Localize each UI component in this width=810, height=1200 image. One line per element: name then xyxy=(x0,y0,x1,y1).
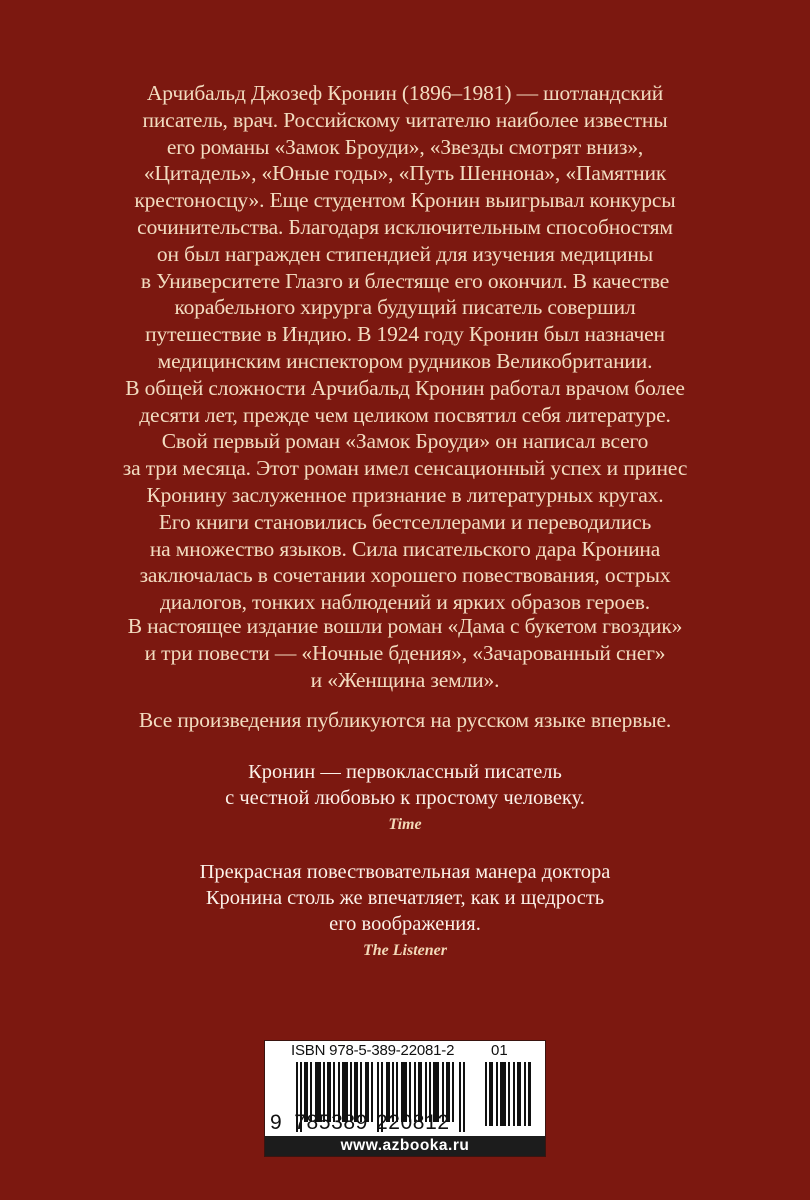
bio-line: в Университете Глазго и блестяще его окончил. В качестве xyxy=(140,268,670,293)
first-publication-note xyxy=(0,707,810,734)
barcode-addon-label: 01 xyxy=(491,1042,508,1059)
quote-line: его воображения. xyxy=(329,913,481,935)
contents-line: и «Женщина земли». xyxy=(310,667,500,692)
bio-line: он был награжден стипендией для изучения медицины xyxy=(156,241,654,266)
barcode-digit-group: 785389 xyxy=(294,1111,368,1134)
bio-line: крестоносцу». Еще студентом Кронин выигрывал конкурсы xyxy=(134,188,676,213)
bio-line: Арчибальд Джозеф Кронин (1896–1981) — шотландский xyxy=(146,81,664,105)
quote-source: Time xyxy=(388,816,422,833)
press-quote xyxy=(0,859,810,963)
bio-line: писатель, врач. Российскому читателю наиболее известны xyxy=(142,107,668,132)
quote-line: Кронина столь же впечатляет, как и щедрость xyxy=(205,887,605,909)
quote-line: с честной любовью к простому человеку. xyxy=(225,787,585,809)
press-quote xyxy=(0,759,810,837)
barcode-digits xyxy=(270,1111,450,1135)
bio-line: Свой первый роман «Замок Броуди» он написал всего xyxy=(161,429,649,454)
bio-line: Его книги становились бестселлерами и переводились xyxy=(158,509,652,534)
barcode-lead-digit: 9 xyxy=(270,1111,283,1134)
isbn-barcode xyxy=(264,1040,546,1157)
bio-line: медицинским инспектором рудников Великобритании. xyxy=(157,348,653,373)
bio-line: заключалась в сочетании хорошего повествования, острых xyxy=(139,563,671,588)
bio-line: сочинительства. Благодаря исключительным способностям xyxy=(137,214,673,239)
quote-line: Прекрасная повествовательная манера доктора xyxy=(199,861,611,883)
contents-line: и три повести — «Ночные бдения», «Зачарованный снег» xyxy=(144,640,666,665)
barcode-addon-bars-icon xyxy=(485,1062,531,1126)
bio-line: на множество языков. Сила писательского дара Кронина xyxy=(149,536,661,561)
edition-contents xyxy=(0,613,810,693)
bio-line: Кронину заслуженное признание в литературных кругах. xyxy=(146,482,664,507)
bio-line: десяти лет, прежде чем целиком посвятил себя литературе. xyxy=(139,402,671,427)
bio-line: за три месяца. Этот роман имел сенсационный успех и принес xyxy=(122,456,688,481)
bio-line: «Цитадель», «Юные годы», «Путь Шеннона», «Памятник xyxy=(143,161,667,186)
isbn-label: ISBN 978-5-389-22081-2 xyxy=(291,1042,455,1059)
bio-line: диалогов, тонких наблюдений и ярких образов героев. xyxy=(159,590,651,615)
publisher-url: www.azbooka.ru xyxy=(265,1136,545,1156)
bio-line: В общей сложности Арчибальд Кронин работал врачом более xyxy=(125,375,685,400)
bio-line: путешествие в Индию. В 1924 году Кронин был назначен xyxy=(145,322,665,347)
bio-line: его романы «Замок Броуди», «Звезды смотрят вниз», xyxy=(166,134,644,159)
quote-line: Кронин — первоклассный писатель xyxy=(248,761,562,783)
barcode-digit-group: 220812 xyxy=(375,1111,450,1134)
bio-line: корабельного хирурга будущий писатель совершил xyxy=(174,295,636,320)
quote-source: The Listener xyxy=(363,942,447,959)
note-line: Все произведения публикуются на русском языке впервые. xyxy=(138,708,672,732)
author-biography xyxy=(0,80,810,616)
contents-line: В настоящее издание вошли роман «Дама с букетом гвоздик» xyxy=(127,614,683,638)
